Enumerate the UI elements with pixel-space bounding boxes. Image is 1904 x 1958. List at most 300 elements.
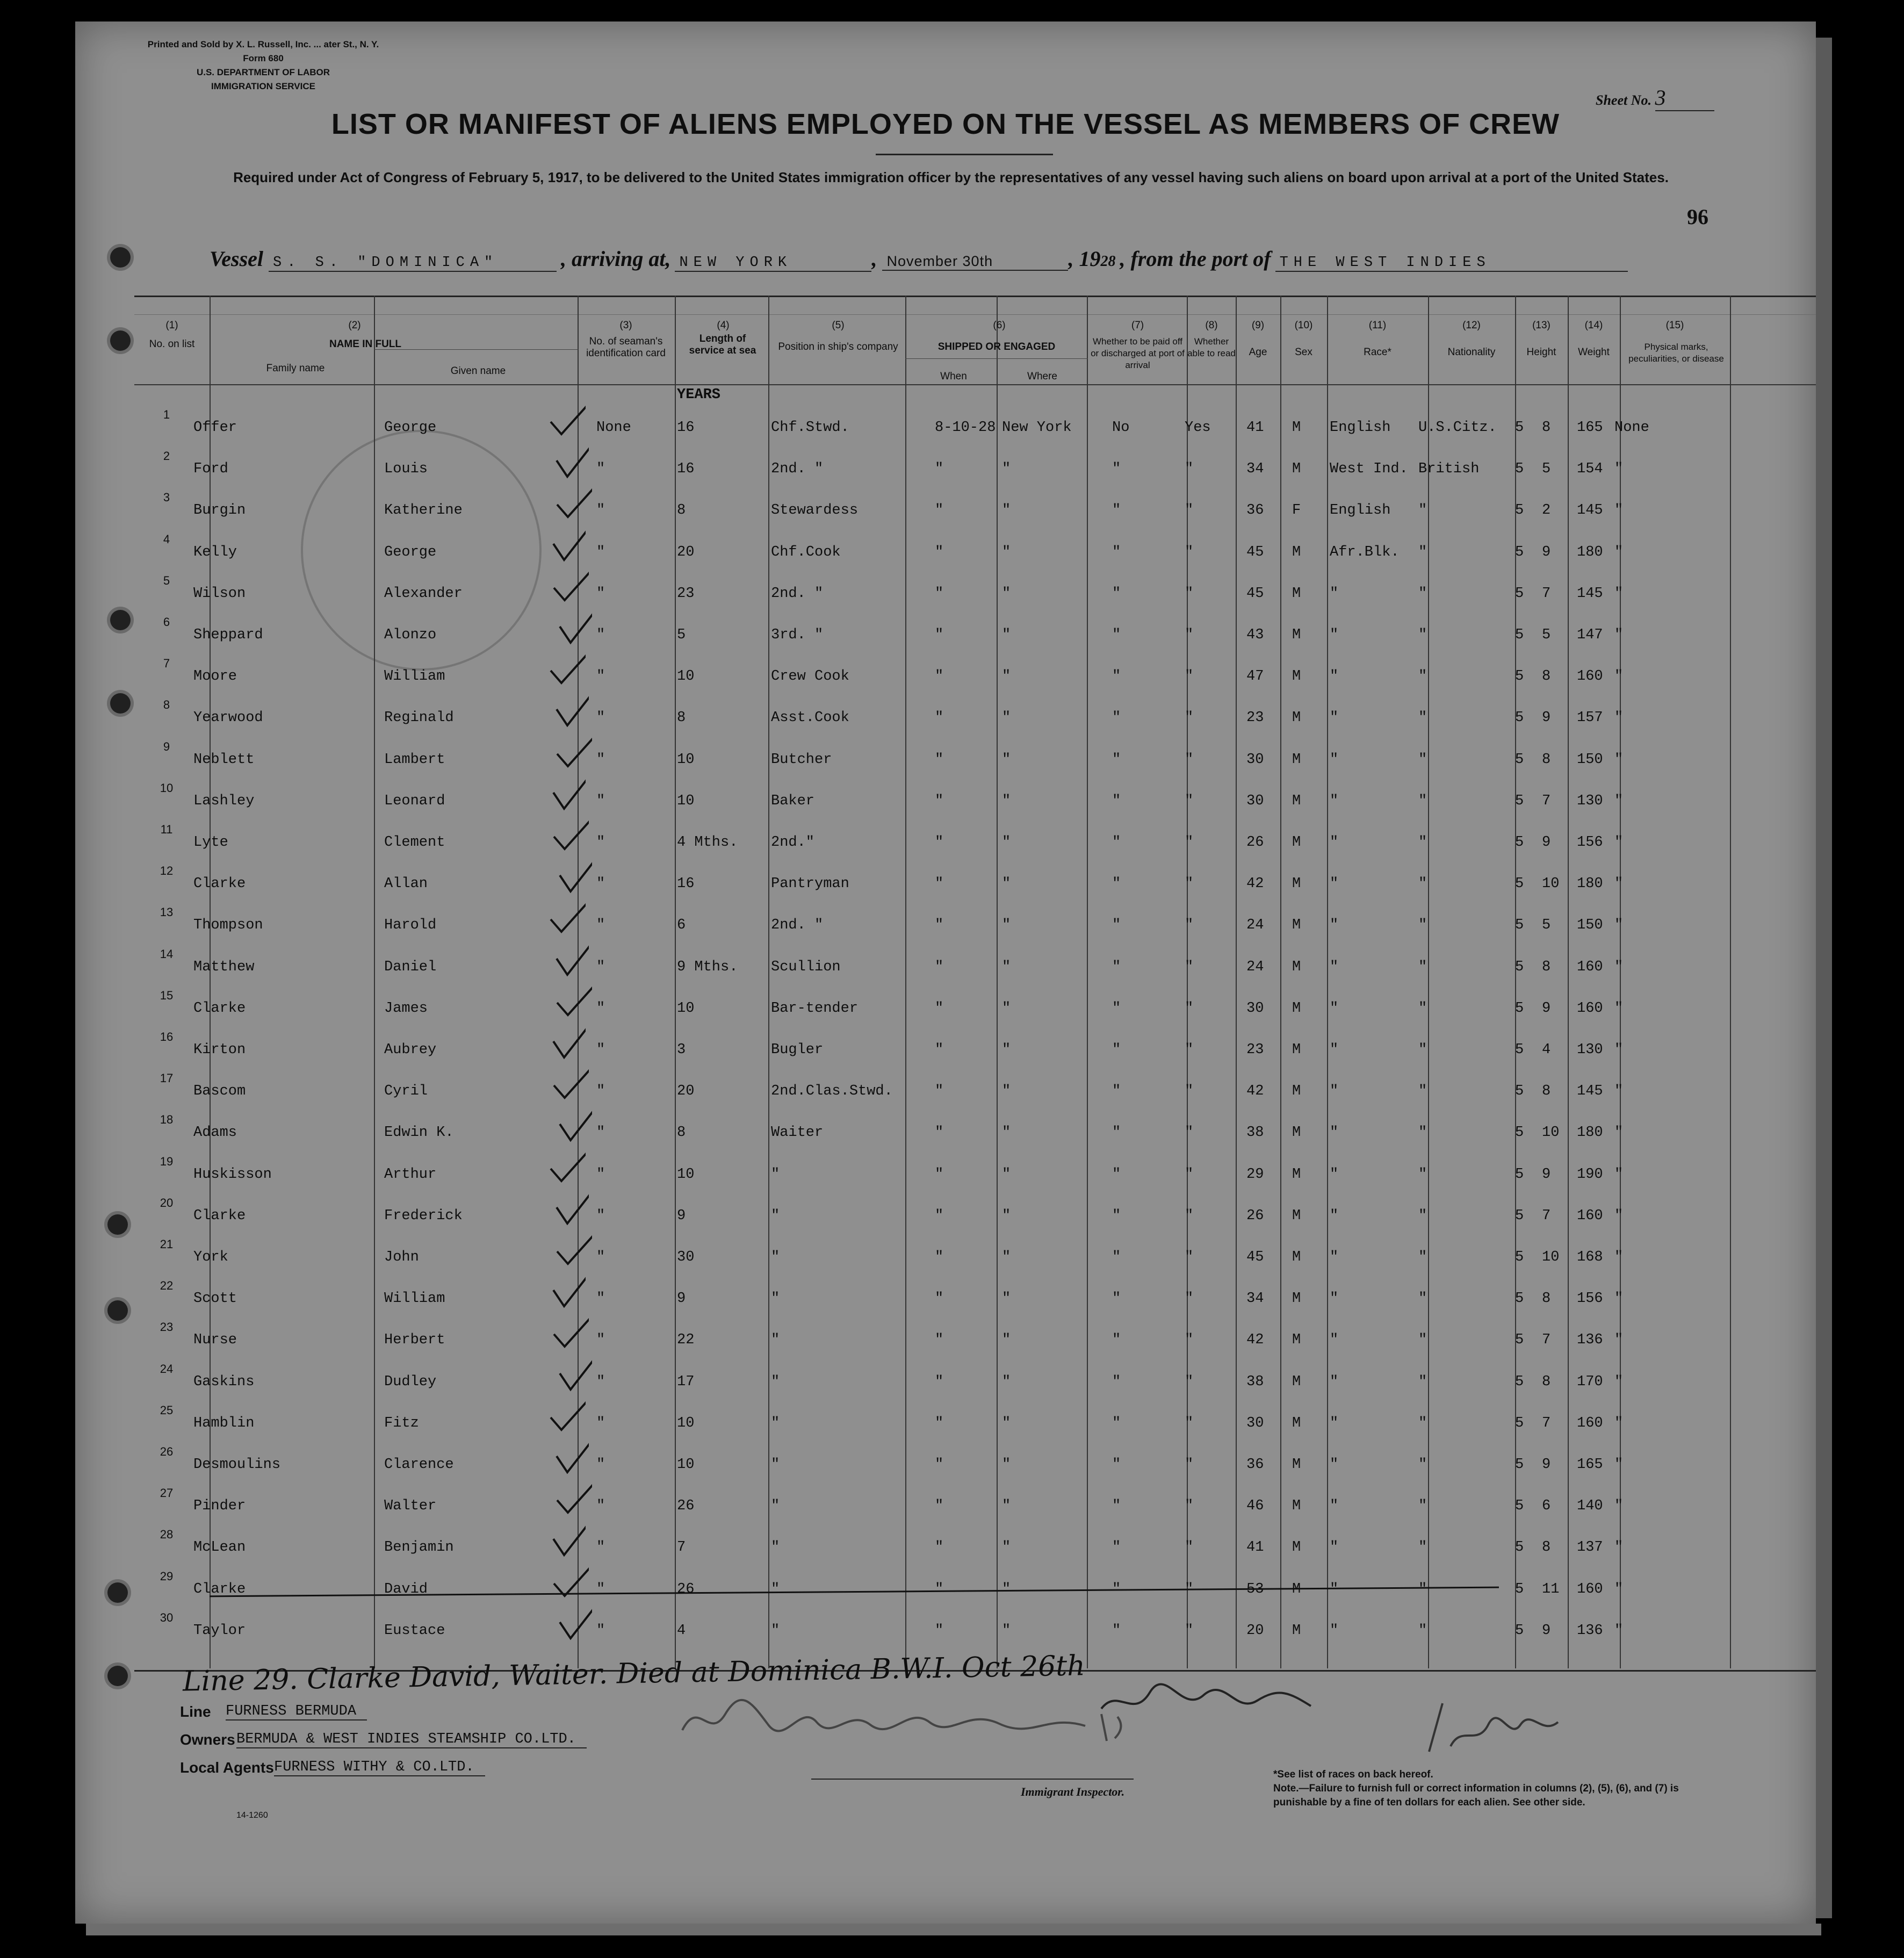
list-number-cell: 18	[160, 1113, 174, 1127]
table-row	[75, 781, 1816, 825]
title-underline	[876, 154, 1053, 155]
form-number: Form 680	[243, 53, 284, 63]
height-inches-cell: 2	[1542, 502, 1551, 519]
nationality-cell: "	[1418, 917, 1427, 934]
line-label: Line	[180, 1703, 211, 1720]
weight-cell: 156	[1577, 1291, 1603, 1307]
able-to-read-cell: "	[1185, 1000, 1194, 1017]
race-cell: "	[1330, 627, 1339, 643]
paid-off-cell: "	[1112, 1207, 1121, 1224]
age-cell: 38	[1246, 1373, 1264, 1390]
able-to-read-cell: Yes	[1185, 420, 1211, 436]
purser-signature-scrawl	[1096, 1676, 1365, 1730]
service-length-cell: 10	[677, 1000, 695, 1017]
sex-cell: M	[1292, 1415, 1301, 1431]
list-number-cell: 2	[163, 449, 170, 463]
paid-off-cell: "	[1112, 793, 1121, 809]
list-number-cell: 16	[160, 1030, 174, 1043]
penalty-note: Note.—Failure to furnish full or correct information in columns (2), (5), (6), and (7) is punishable by a fine of ten dollars for each alien. See other side.	[1273, 1783, 1679, 1808]
col-sex-header: Sex	[1295, 347, 1312, 358]
weight-cell: 160	[1577, 1000, 1603, 1017]
shipped-where-cell: "	[1002, 1166, 1011, 1183]
nationality-cell: "	[1418, 710, 1427, 726]
physical-marks-cell: "	[1614, 876, 1624, 892]
shipped-where-cell: "	[1002, 710, 1011, 726]
position-cell: 2nd. "	[771, 461, 824, 478]
check-mark-icon	[554, 1585, 592, 1649]
binder-hole	[110, 247, 131, 268]
nationality-cell: "	[1418, 1083, 1427, 1100]
table-row	[75, 1362, 1816, 1406]
id-card-cell: "	[596, 1042, 605, 1058]
table-row	[75, 1154, 1816, 1199]
shipped-where-cell: "	[1002, 876, 1011, 892]
family-name-cell: Scott	[193, 1291, 237, 1307]
paid-off-cell: "	[1112, 544, 1121, 560]
able-to-read-cell: "	[1185, 1125, 1194, 1141]
height-feet-cell: 5	[1515, 710, 1524, 726]
table-row	[75, 864, 1816, 908]
able-to-read-cell: "	[1185, 668, 1194, 685]
list-number-cell: 22	[160, 1279, 174, 1293]
id-card-cell: "	[596, 876, 605, 892]
service-length-cell: 8	[677, 502, 686, 519]
height-feet-cell: 5	[1515, 668, 1524, 685]
family-name-cell: Matthew	[193, 959, 255, 975]
height-feet-cell: 5	[1515, 876, 1524, 892]
height-inches-cell: 8	[1542, 1373, 1551, 1390]
height-feet-cell: 5	[1515, 1042, 1524, 1058]
position-cell: "	[771, 1166, 780, 1183]
sex-cell: M	[1292, 461, 1301, 478]
binder-hole	[107, 1300, 128, 1321]
service-length-cell: 4	[677, 1622, 686, 1639]
from-port-label: , from the port of	[1120, 247, 1271, 271]
age-cell: 29	[1246, 1166, 1264, 1183]
age-cell: 38	[1246, 1125, 1264, 1141]
race-cell: "	[1330, 1498, 1339, 1515]
id-card-cell: "	[596, 1539, 605, 1556]
page-edge	[1816, 38, 1832, 1918]
nationality-cell: "	[1418, 1042, 1427, 1058]
nationality-cell: "	[1418, 1457, 1427, 1473]
nationality-cell: "	[1418, 585, 1427, 602]
years-label: YEARS	[677, 387, 721, 403]
race-cell: "	[1330, 876, 1339, 892]
height-feet-cell: 5	[1515, 502, 1524, 519]
shipped-when-cell: "	[935, 1083, 944, 1100]
nationality-cell: "	[1418, 876, 1427, 892]
given-name-cell: Eustace	[384, 1622, 445, 1639]
position-cell: Scullion	[771, 959, 841, 975]
paid-off-cell: "	[1112, 834, 1121, 851]
given-name-cell: Frederick	[384, 1207, 463, 1224]
position-cell: "	[771, 1457, 780, 1473]
service-length-cell: 3	[677, 1042, 686, 1058]
table-row	[75, 408, 1816, 452]
able-to-read-cell: "	[1185, 793, 1194, 809]
vessel-name: S. S. "DOMINICA"	[269, 255, 557, 272]
col10-number: (10)	[1294, 320, 1313, 331]
shipped-when-cell: "	[935, 1207, 944, 1224]
age-cell: 36	[1246, 1457, 1264, 1473]
weight-cell: 160	[1577, 1581, 1603, 1597]
shipped-where-cell: "	[1002, 1415, 1011, 1431]
age-cell: 20	[1246, 1622, 1264, 1639]
given-name-cell: Walter	[384, 1498, 437, 1515]
given-name-cell: Alonzo	[384, 627, 437, 643]
weight-cell: 154	[1577, 461, 1603, 478]
weight-cell: 137	[1577, 1539, 1603, 1556]
nationality-cell: "	[1418, 1207, 1427, 1224]
binder-hole	[107, 1214, 128, 1235]
shipped-where-cell: "	[1002, 959, 1011, 975]
list-number-cell: 27	[160, 1486, 174, 1500]
given-name-cell: Harold	[384, 917, 437, 934]
table-row	[75, 1569, 1816, 1614]
nationality-cell: "	[1418, 959, 1427, 975]
race-cell: "	[1330, 959, 1339, 975]
shipped-when-cell: "	[935, 959, 944, 975]
height-inches-cell: 9	[1542, 544, 1551, 560]
given-name-cell: Edwin K.	[384, 1125, 454, 1141]
col-list-number-header: No. on list	[149, 339, 195, 350]
paid-off-cell: "	[1112, 627, 1121, 643]
able-to-read-cell: "	[1185, 1291, 1194, 1307]
id-card-cell: "	[596, 793, 605, 809]
binder-hole	[107, 1666, 128, 1686]
race-cell: "	[1330, 1539, 1339, 1556]
shipped-when-cell: "	[935, 1457, 944, 1473]
family-name-cell: Clarke	[193, 1000, 246, 1017]
shipped-when-cell: "	[935, 834, 944, 851]
height-inches-cell: 8	[1542, 420, 1551, 436]
weight-cell: 160	[1577, 668, 1603, 685]
binder-hole	[107, 1582, 128, 1603]
family-name-cell: Lyte	[193, 834, 228, 851]
given-name-cell: Louis	[384, 461, 428, 478]
height-feet-cell: 5	[1515, 1125, 1524, 1141]
id-card-cell: "	[596, 1291, 605, 1307]
list-number-cell: 3	[163, 491, 170, 505]
service-length-cell: 26	[677, 1498, 695, 1515]
family-name-cell: Sheppard	[193, 627, 263, 643]
race-cell: English	[1330, 502, 1391, 519]
able-to-read-cell: "	[1185, 502, 1194, 519]
family-name-cell: York	[193, 1249, 228, 1265]
nationality-cell: U.S.Citz.	[1418, 420, 1497, 436]
position-cell: Chf.Cook	[771, 544, 841, 560]
col12-number: (12)	[1462, 320, 1481, 331]
age-cell: 30	[1246, 793, 1264, 809]
shipped-where-cell: "	[1002, 544, 1011, 560]
height-inches-cell: 5	[1542, 461, 1551, 478]
physical-marks-cell: "	[1614, 1581, 1624, 1597]
list-number-cell: 4	[163, 532, 170, 546]
col5-number: (5)	[832, 320, 845, 331]
position-cell: Stewardess	[771, 502, 859, 519]
departure-port: THE WEST INDIES	[1275, 255, 1628, 272]
family-name-cell: Pinder	[193, 1498, 246, 1515]
given-name-cell: Aubrey	[384, 1042, 437, 1058]
sex-cell: M	[1292, 1291, 1301, 1307]
height-inches-cell: 7	[1542, 585, 1551, 602]
shipped-when-cell: "	[935, 876, 944, 892]
given-name-cell: Clement	[384, 834, 445, 851]
sex-cell: M	[1292, 627, 1301, 643]
nationality-cell: "	[1418, 834, 1427, 851]
list-number-cell: 29	[160, 1569, 174, 1583]
id-card-cell: "	[596, 1249, 605, 1265]
id-card-cell: "	[596, 751, 605, 768]
paid-off-cell: "	[1112, 1415, 1121, 1431]
height-feet-cell: 5	[1515, 585, 1524, 602]
able-to-read-cell: "	[1185, 1166, 1194, 1183]
nationality-cell: "	[1418, 1332, 1427, 1349]
physical-marks-cell: "	[1614, 710, 1624, 726]
family-name-cell: Gaskins	[193, 1373, 255, 1390]
col6-number: (6)	[993, 320, 1006, 331]
nationality-cell: "	[1418, 1291, 1427, 1307]
nationality-cell: "	[1418, 1249, 1427, 1265]
family-name-cell: Ford	[193, 461, 228, 478]
table-row	[75, 1196, 1816, 1240]
nationality-cell: "	[1418, 668, 1427, 685]
col14-number: (14)	[1584, 320, 1603, 331]
service-length-cell: 20	[677, 1083, 695, 1100]
id-card-cell: "	[596, 668, 605, 685]
id-card-cell: "	[596, 917, 605, 934]
line-value: FURNESS BERMUDA	[226, 1703, 367, 1721]
table-row	[75, 988, 1816, 1033]
physical-marks-cell: "	[1614, 1622, 1624, 1639]
local-agents-label: Local Agents	[180, 1759, 274, 1776]
service-length-cell: 10	[677, 1457, 695, 1473]
height-feet-cell: 5	[1515, 1249, 1524, 1265]
list-number-cell: 17	[160, 1071, 174, 1085]
nationality-cell: "	[1418, 1622, 1427, 1639]
able-to-read-cell: "	[1185, 1249, 1194, 1265]
height-feet-cell: 5	[1515, 627, 1524, 643]
paid-off-cell: "	[1112, 959, 1121, 975]
handwritten-initials	[1418, 1693, 1569, 1762]
nationality-cell: "	[1418, 627, 1427, 643]
given-name-cell: Reginald	[384, 710, 454, 726]
height-inches-cell: 8	[1542, 1291, 1551, 1307]
family-name-cell: Neblett	[193, 751, 255, 768]
race-cell: "	[1330, 668, 1339, 685]
able-to-read-cell: "	[1185, 834, 1194, 851]
position-cell: Butcher	[771, 751, 832, 768]
shipped-when-cell: "	[935, 461, 944, 478]
shipped-where-cell: "	[1002, 502, 1011, 519]
table-row	[75, 1486, 1816, 1530]
table-row	[75, 573, 1816, 618]
family-name-cell: Thompson	[193, 917, 263, 934]
id-card-cell: "	[596, 1373, 605, 1390]
sex-cell: M	[1292, 751, 1301, 768]
paid-off-cell: "	[1112, 502, 1121, 519]
position-cell: 2nd."	[771, 834, 815, 851]
height-feet-cell: 5	[1515, 917, 1524, 934]
given-name-cell: David	[384, 1581, 428, 1597]
physical-marks-cell: "	[1614, 1166, 1624, 1183]
weight-cell: 145	[1577, 502, 1603, 519]
physical-marks-cell: "	[1614, 1539, 1624, 1556]
given-name-cell: Fitz	[384, 1415, 419, 1431]
weight-cell: 150	[1577, 917, 1603, 934]
race-cell: Afr.Blk.	[1330, 544, 1400, 560]
able-to-read-cell: "	[1185, 751, 1194, 768]
nationality-cell: "	[1418, 1539, 1427, 1556]
position-cell: "	[771, 1373, 780, 1390]
service-length-cell: 22	[677, 1332, 695, 1349]
weight-cell: 130	[1577, 1042, 1603, 1058]
physical-marks-cell: "	[1614, 1207, 1624, 1224]
height-inches-cell: 10	[1542, 1125, 1560, 1141]
id-card-cell: "	[596, 1457, 605, 1473]
service-length-cell: 9	[677, 1291, 686, 1307]
given-name-cell: Dudley	[384, 1373, 437, 1390]
weight-cell: 150	[1577, 751, 1603, 768]
position-cell: 2nd.Clas.Stwd.	[771, 1083, 893, 1100]
race-cell: "	[1330, 1125, 1339, 1141]
physical-marks-cell: "	[1614, 627, 1624, 643]
position-cell: Asst.Cook	[771, 710, 849, 726]
col-physical-marks-header: Physical marks, peculiarities, or disease	[1628, 342, 1724, 364]
position-cell: Waiter	[771, 1125, 824, 1141]
position-cell: "	[771, 1581, 780, 1597]
age-cell: 41	[1246, 1539, 1264, 1556]
table-row	[75, 1071, 1816, 1115]
list-number-cell: 25	[160, 1403, 174, 1417]
height-feet-cell: 5	[1515, 544, 1524, 560]
paid-off-cell: "	[1112, 1249, 1121, 1265]
col13-number: (13)	[1532, 320, 1550, 331]
shipped-when-cell: "	[935, 1332, 944, 1349]
physical-marks-cell: "	[1614, 1042, 1624, 1058]
col-id-card-header: No. of seaman's identification card	[586, 336, 666, 359]
col-read-header: Whether able to read	[1187, 336, 1236, 358]
age-cell: 45	[1246, 585, 1264, 602]
position-cell: Baker	[771, 793, 815, 809]
height-inches-cell: 7	[1542, 793, 1551, 809]
weight-cell: 165	[1577, 420, 1603, 436]
race-cell: "	[1330, 1291, 1339, 1307]
service-length-cell: 20	[677, 544, 695, 560]
sex-cell: M	[1292, 834, 1301, 851]
height-feet-cell: 5	[1515, 1291, 1524, 1307]
shipped-where-cell: "	[1002, 1373, 1011, 1390]
list-number-cell: 8	[163, 698, 170, 712]
nationality-cell: "	[1418, 751, 1427, 768]
position-cell: Crew Cook	[771, 668, 849, 685]
sex-cell: M	[1292, 585, 1301, 602]
shipped-where-cell: "	[1002, 834, 1011, 851]
arriving-label: , arriving at,	[561, 247, 671, 271]
paid-off-cell: "	[1112, 917, 1121, 934]
physical-marks-cell: "	[1614, 793, 1624, 809]
height-feet-cell: 5	[1515, 1083, 1524, 1100]
given-name-cell: William	[384, 1291, 445, 1307]
able-to-read-cell: "	[1185, 1498, 1194, 1515]
weight-cell: 160	[1577, 959, 1603, 975]
family-name-cell: Kirton	[193, 1042, 246, 1058]
shipped-where-cell: "	[1002, 1332, 1011, 1349]
service-length-cell: 16	[677, 420, 695, 436]
list-number-cell: 19	[160, 1154, 174, 1168]
table-row	[75, 1445, 1816, 1489]
paid-off-cell: "	[1112, 1373, 1121, 1390]
family-name-cell: Hamblin	[193, 1415, 255, 1431]
id-card-cell: "	[596, 1083, 605, 1100]
shipped-when-cell: "	[935, 1000, 944, 1017]
position-cell: Pantryman	[771, 876, 849, 892]
nationality-cell: "	[1418, 1125, 1427, 1141]
col-weight-header: Weight	[1578, 347, 1610, 358]
shipped-where-cell: "	[1002, 1581, 1011, 1597]
shipped-when-cell: "	[935, 668, 944, 685]
race-cell: English	[1330, 420, 1391, 436]
service-length-cell: 6	[677, 917, 686, 934]
paid-off-cell: "	[1112, 1332, 1121, 1349]
family-name-cell: Nurse	[193, 1332, 237, 1349]
age-cell: 53	[1246, 1581, 1264, 1597]
sex-cell: M	[1292, 1373, 1301, 1390]
nationality-cell: "	[1418, 1373, 1427, 1390]
race-cell: "	[1330, 834, 1339, 851]
service-length-cell: 9 Mths.	[677, 959, 738, 975]
table-row	[75, 1610, 1816, 1655]
id-card-cell: "	[596, 627, 605, 643]
list-number-cell: 15	[160, 988, 174, 1002]
able-to-read-cell: "	[1185, 1457, 1194, 1473]
race-cell: "	[1330, 1042, 1339, 1058]
age-cell: 23	[1246, 710, 1264, 726]
physical-marks-cell: "	[1614, 834, 1624, 851]
shipped-when-cell: "	[935, 1373, 944, 1390]
able-to-read-cell: "	[1185, 1622, 1194, 1639]
service-length-cell: 16	[677, 461, 695, 478]
given-name-cell: George	[384, 420, 437, 436]
paid-off-cell: "	[1112, 1498, 1121, 1515]
col-nationality-header: Nationality	[1447, 347, 1496, 358]
age-cell: 36	[1246, 502, 1264, 519]
given-name-cell: Allan	[384, 876, 428, 892]
weight-cell: 147	[1577, 627, 1603, 643]
position-cell: "	[771, 1291, 780, 1307]
nationality-cell: "	[1418, 502, 1427, 519]
table-row	[75, 449, 1816, 493]
age-cell: 43	[1246, 627, 1264, 643]
height-inches-cell: 8	[1542, 751, 1551, 768]
height-inches-cell: 9	[1542, 1457, 1551, 1473]
age-cell: 30	[1246, 1415, 1264, 1431]
race-cell: "	[1330, 1000, 1339, 1017]
col-family-name-header: Family name	[266, 363, 325, 374]
family-name-cell: Yearwood	[193, 710, 263, 726]
sex-cell: M	[1292, 1498, 1301, 1515]
given-name-cell: Daniel	[384, 959, 437, 975]
height-inches-cell: 7	[1542, 1332, 1551, 1349]
position-cell: 2nd. "	[771, 585, 824, 602]
sex-cell: M	[1292, 1166, 1301, 1183]
shipped-where-cell: "	[1002, 793, 1011, 809]
height-inches-cell: 8	[1542, 668, 1551, 685]
arrival-port: NEW YORK	[675, 255, 871, 272]
shipped-where-cell: "	[1002, 917, 1011, 934]
paid-off-cell: "	[1112, 1000, 1121, 1017]
